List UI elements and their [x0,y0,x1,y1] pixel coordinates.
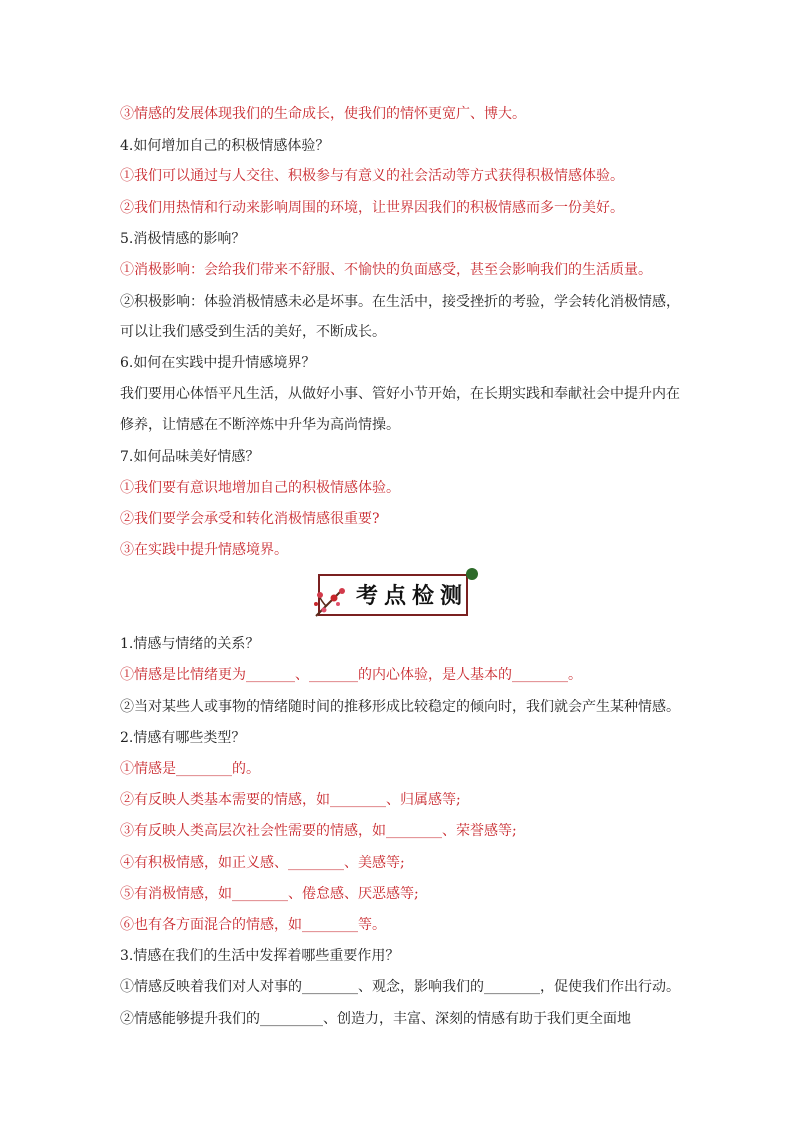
text-line: ①消极影响：会给我们带来不舒服、不愉快的负面感受，甚至会影响我们的生活质量。 [120,262,652,278]
text-line: ②当对某些人或事物的情绪随时间的推移形成比较稳定的倾向时，我们就会产生某种情感。 [120,699,680,715]
question-heading: 3.情感在我们的生活中发挥着哪些重要作用？ [120,948,400,964]
text-line: ④有积极情感，如正义感、________、美感等; [120,855,405,871]
text-line: ①情感是________的。 [120,761,260,777]
text-line: 可以让我们感受到生活的美好，不断成长。 [120,324,386,340]
question-heading: 4.如何增加自己的积极情感体验？ [120,138,330,154]
text-line: ③在实践中提升情感境界。 [120,542,288,558]
text-line: ②我们用热情和行动来影响周围的环境，让世界因我们的积极情感而多一份美好。 [120,200,624,216]
text-line: ⑥也有各方面混合的情感，如________等。 [120,917,386,933]
text-line: 修养，让情感在不断淬炼中升华为高尚情操。 [120,417,400,433]
text-line: ②有反映人类基本需要的情感，如________、归属感等; [120,792,461,808]
text-line: 我们要用心体悟平凡生活，从做好小事、管好小节开始，在长期实践和奉献社会中提升内在 [120,386,680,402]
text-line: ①情感是比情绪更为_______、_______的内心体验，是人基本的________。 [120,667,582,683]
plum-blossom-icon [312,584,352,620]
text-line: ①我们要有意识地增加自己的积极情感体验。 [120,480,400,496]
question-heading: 7.如何品味美好情感？ [120,449,260,465]
text-line: ③情感的发展体现我们的生命成长，使我们的情怀更宽广、博大。 [120,106,526,122]
green-dot-icon [466,568,478,580]
question-heading: 5.消极情感的影响？ [120,231,246,247]
text-line: ①情感反映着我们对人对事的________、观念，影响我们的________，促使我们作出行动。 [120,979,680,995]
text-line: ②我们要学会承受和转化消极情感很重要? [120,511,380,527]
text-line: ③有反映人类高层次社会性需要的情感，如________、荣誉感等; [120,823,517,839]
text-line: ②情感能够提升我们的_________、创造力，丰富、深刻的情感有助于我们更全面地 [120,1011,631,1027]
text-line: ①我们可以通过与人交往、积极参与有意义的社会活动等方式获得积极情感体验。 [120,168,624,184]
section-banner [318,574,474,622]
question-heading: 6.如何在实践中提升情感境界？ [120,355,316,371]
banner-title: 考点检测 [356,583,469,609]
text-line: ②积极影响：体验消极情感未必是坏事。在生活中，接受挫折的考验，学会转化消极情感， [120,294,680,310]
question-heading: 1.情感与情绪的关系？ [120,636,260,652]
text-line: ⑤有消极情感，如________、倦怠感、厌恶感等; [120,886,419,902]
question-heading: 2.情感有哪些类型？ [120,730,246,746]
